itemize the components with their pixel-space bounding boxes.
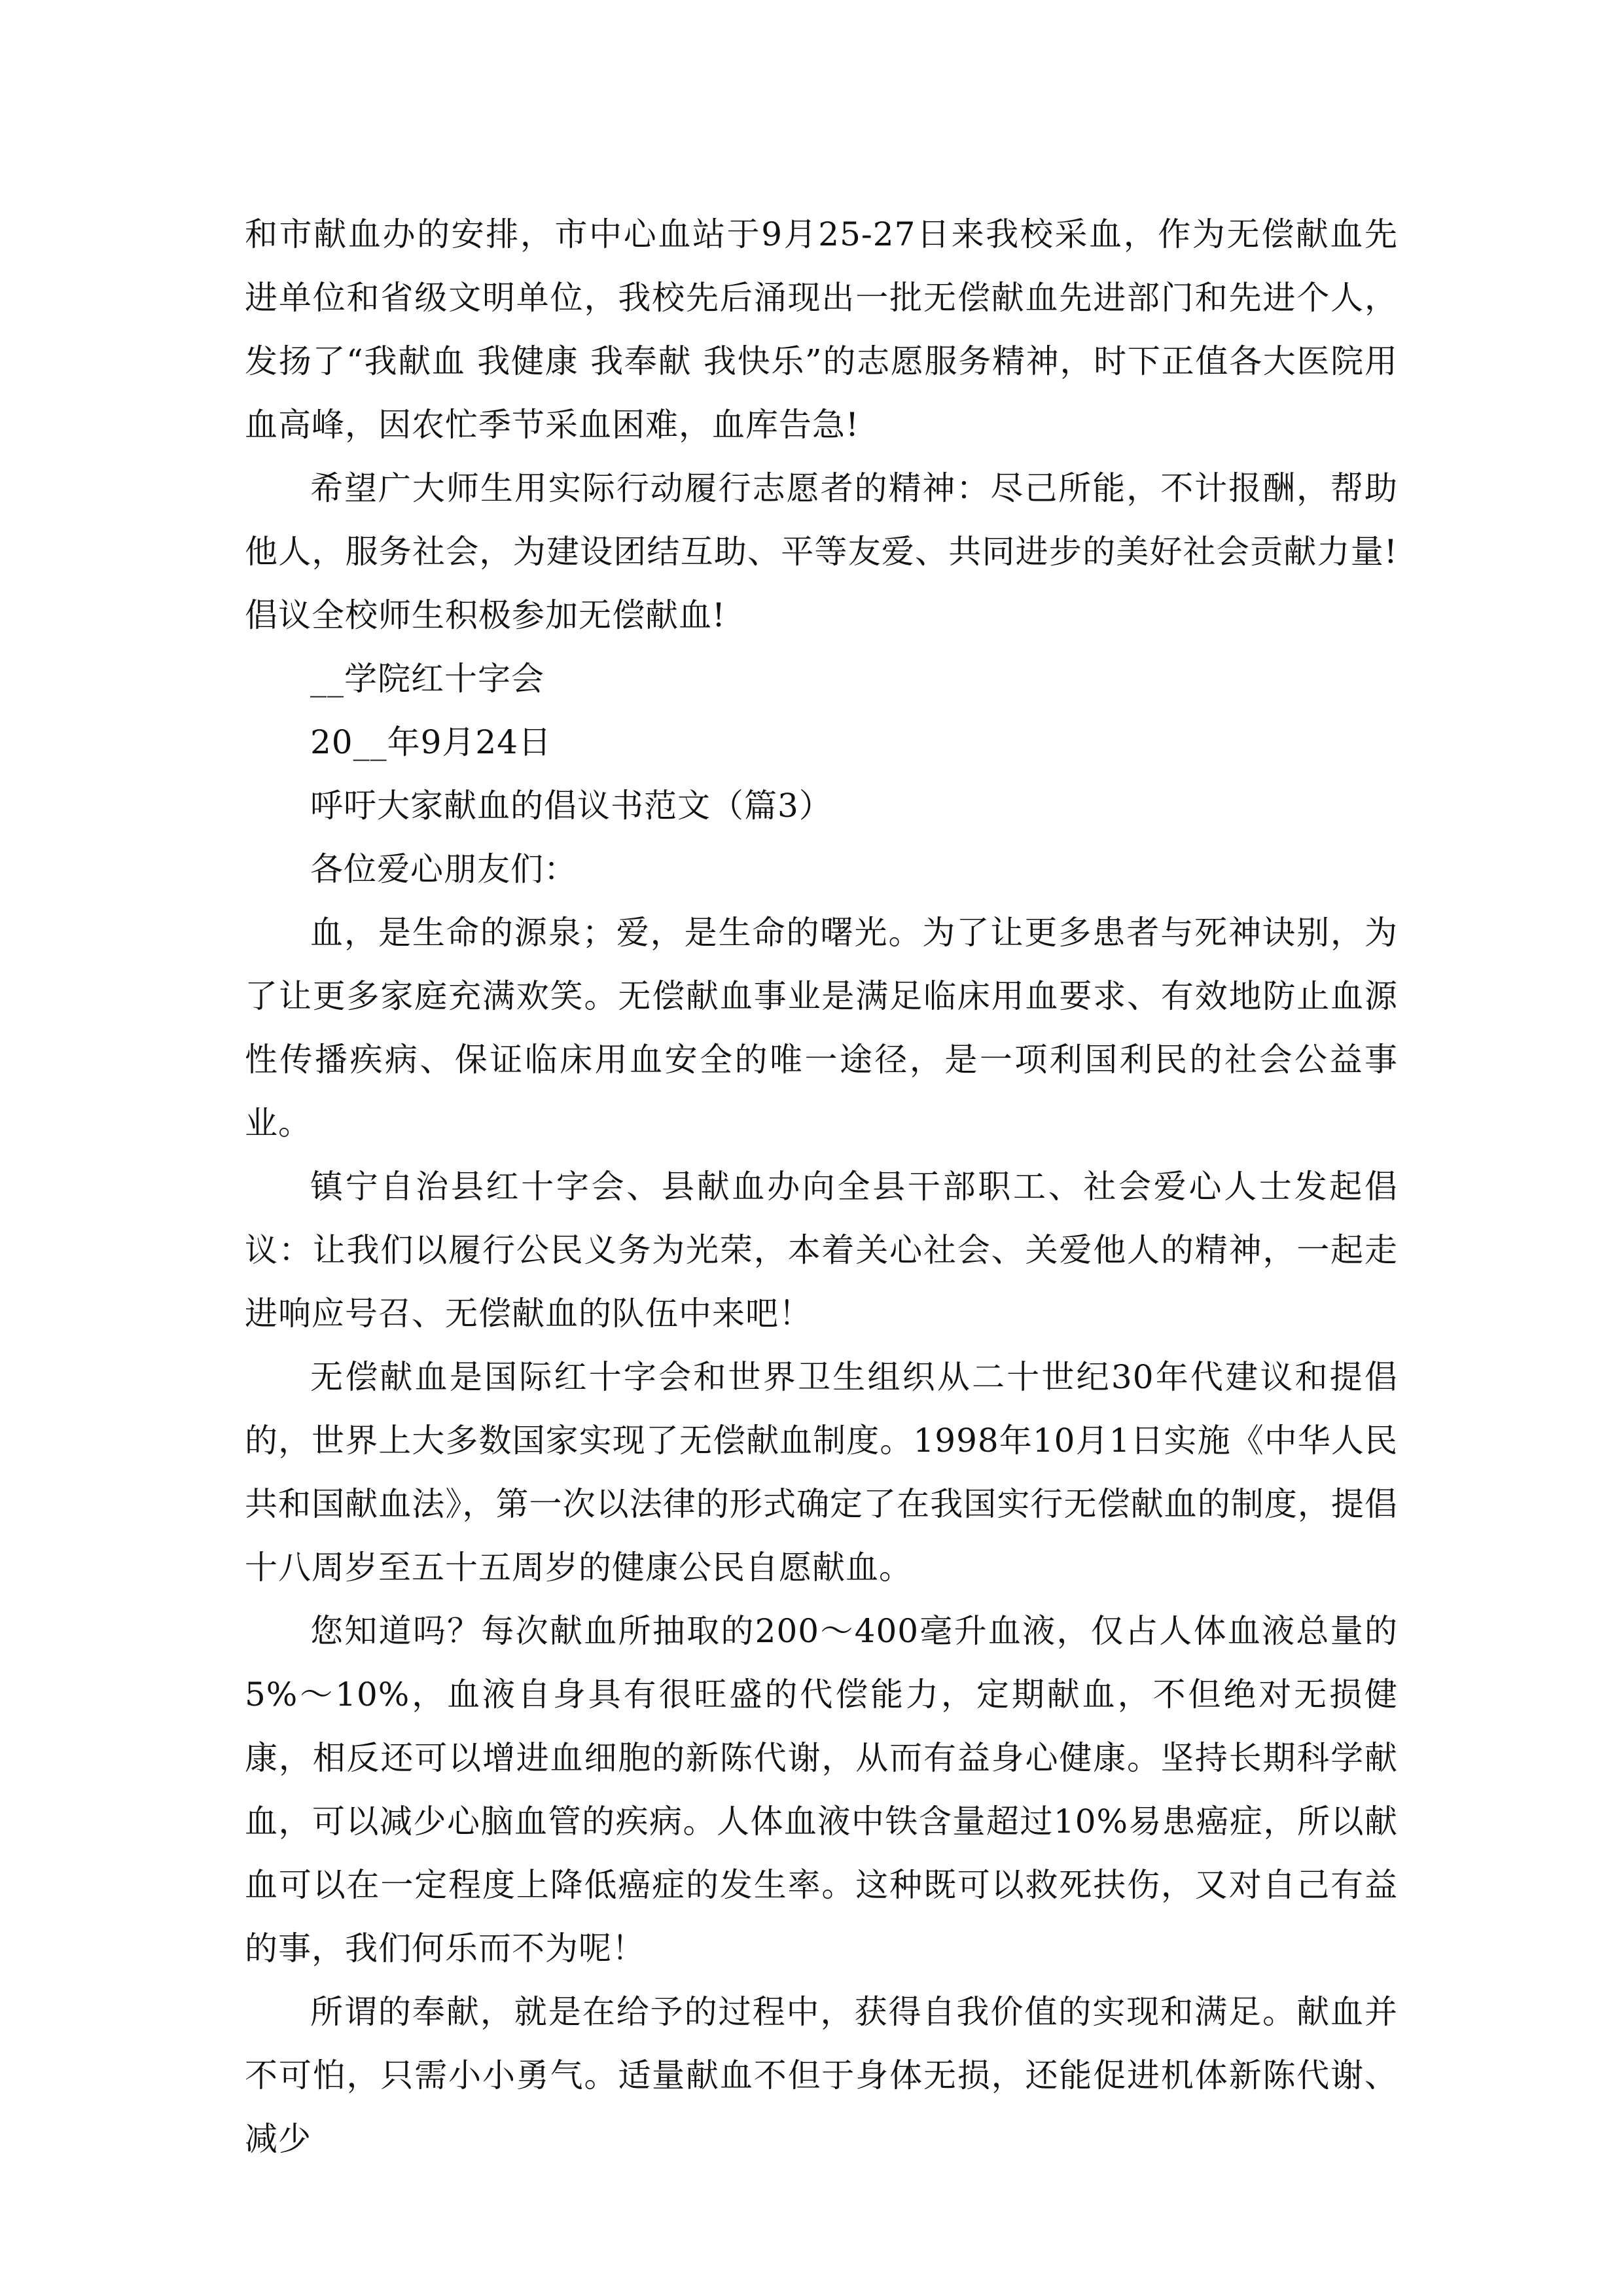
salutation: 各位爱心朋友们： [310, 850, 577, 888]
section-title: 呼吁大家献血的倡议书范文（篇3） [310, 787, 832, 825]
paragraph-volunteer-spirit: 希望广大师生用实际行动履行志愿者的精神：尽己所能，不计报酬，帮助他人，服务社会，为建设团结互助、平等友爱、共同进步的美好社会贡献力量!倡议全校师生积极参加无偿献血! [245, 469, 1398, 634]
signature-organization: __学院红十字会 [310, 660, 544, 698]
paragraph-health-benefits: 您知道吗？每次献血所抽取的200～400毫升血液，仅占人体血液总量的5%～10%，血液自身具有很旺盛的代偿能力，定期献血，不但绝对无损健康，相反还可以增进血细胞的新陈代谢，从而有益身心健康。坚持长期科学献血，可以减少心脑血管的疾病。人体血液中铁含量超过10%易患癌症，所以献血可以在一定程度上降低癌症的发生率。这种既可以救死扶伤，又对自己有益的事，我们何乐而不为呢！ [245, 1612, 1398, 1967]
document-page [245, 203, 1398, 2171]
paragraph-red-cross-initiative: 镇宁自治县红十字会、县献血办向全县干部职工、社会爱心人士发起倡议：让我们以履行公民义务为光荣，本着关心社会、关爱他人的精神，一起走进响应号召、无偿献血的队伍中来吧！ [245, 1168, 1398, 1333]
paragraph-meaning-of-dedication: 所谓的奉献，就是在给予的过程中，获得自我价值的实现和满足。献血并不可怕，只需小小勇气。适量献血不但于身体无损，还能促进机体新陈代谢、减少 [245, 1993, 1398, 2158]
paragraph-blood-collection-arrangement: 和市献血办的安排，市中心血站于9月25-27日来我校采血，作为无偿献血先进单位和省级文明单位，我校先后涌现出一批无偿献血先进部门和先进个人，发扬了“我献血 我健康 我奉献 我快乐”的志愿服务精神，时下正值各大医院用血高峰，因农忙季节采血困难，血库告急! [245, 215, 1398, 444]
signature-date: 20__年9月24日 [310, 723, 552, 761]
paragraph-blood-donation-law: 无偿献血是国际红十字会和世界卫生组织从二十世纪30年代建议和提倡的，世界上大多数国家实现了无偿献血制度。1998年10月1日实施《中华人民共和国献血法》，第一次以法律的形式确定了在我国实行无偿献血的制度，提倡十八周岁至五十五周岁的健康公民自愿献血。 [245, 1358, 1398, 1587]
paragraph-blood-source-of-life: 血，是生命的源泉；爱，是生命的曙光。为了让更多患者与死神诀别，为了让更多家庭充满欢笑。无偿献血事业是满足临床用血要求、有效地防止血源性传播疾病、保证临床用血安全的唯一途径，是一项利国利民的社会公益事业。 [245, 914, 1398, 1142]
